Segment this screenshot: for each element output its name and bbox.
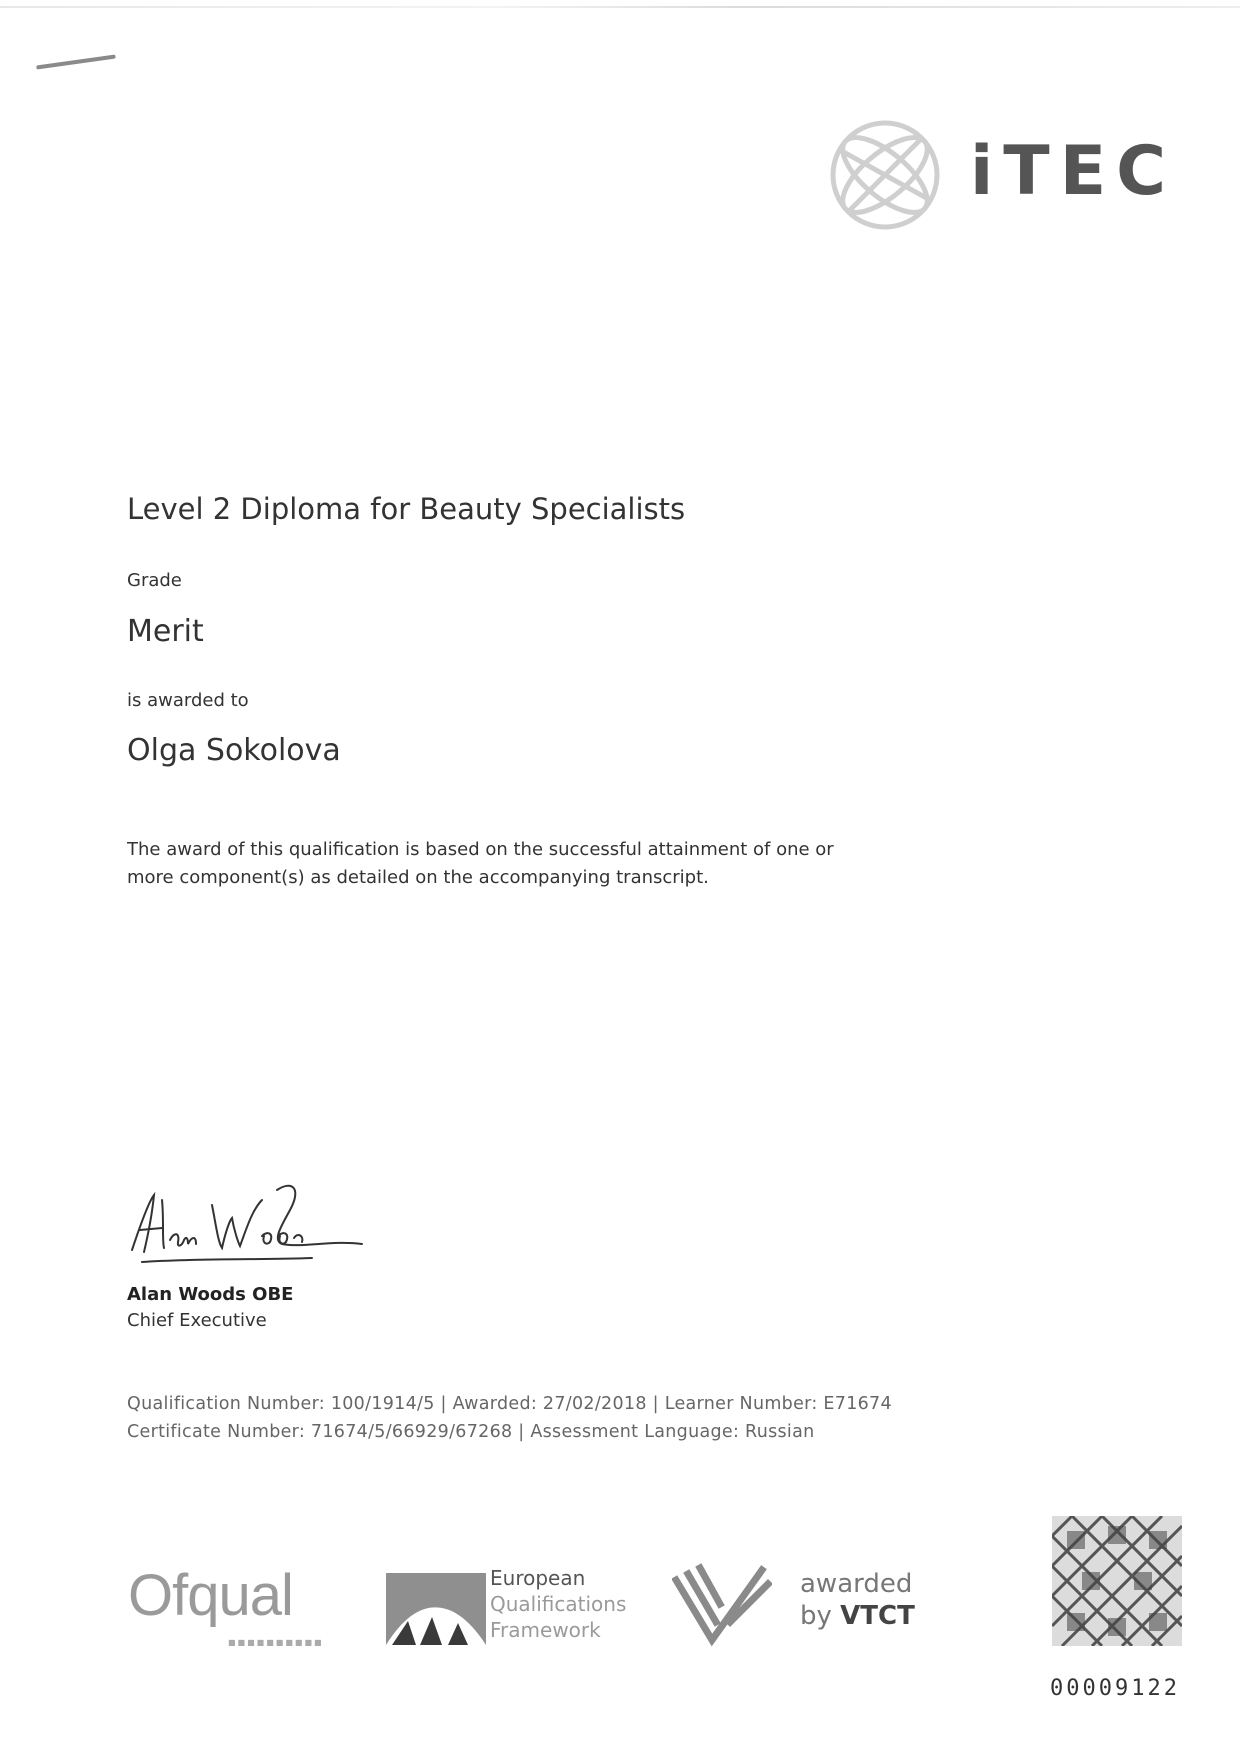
grade-label: Grade xyxy=(127,570,182,591)
eqf-line-1: European xyxy=(490,1566,586,1590)
signatory-role: Chief Executive xyxy=(127,1310,267,1331)
eqf-logo xyxy=(386,1565,646,1655)
vtct-text xyxy=(800,1568,915,1632)
pen-mark xyxy=(36,54,116,69)
signatory-name: Alan Woods OBE xyxy=(127,1284,294,1305)
vtct-by: by xyxy=(800,1601,832,1631)
vtct-chevron-icon xyxy=(672,1560,772,1650)
statement-line-1: The award of this qualification is based on the successful attainment of one or xyxy=(127,839,834,860)
grade-value: Merit xyxy=(127,614,204,649)
eqf-bridge-icon xyxy=(386,1573,486,1645)
itec-logo xyxy=(820,110,1177,240)
qualification-title: Level 2 Diploma for Beauty Specialists xyxy=(127,492,686,526)
certificate-metadata xyxy=(127,1390,892,1446)
hologram-seal xyxy=(1052,1516,1182,1646)
signature xyxy=(122,1180,382,1270)
statement-line-2: more component(s) as detailed on the accompanying transcript. xyxy=(127,867,709,888)
award-statement xyxy=(127,836,887,892)
eqf-line-3: Framework xyxy=(490,1618,601,1642)
itec-wordmark: iTEC xyxy=(970,132,1177,211)
vtct-line-1: awarded xyxy=(800,1569,913,1599)
ofqual-wordmark: Ofqual xyxy=(128,1563,293,1628)
scan-edge-line xyxy=(0,6,1240,8)
meta-line-2: Certificate Number: 71674/5/66929/67268 | Assessment Language: Russian xyxy=(127,1422,815,1442)
awarded-label: is awarded to xyxy=(127,690,249,711)
vtct-line-2 xyxy=(800,1600,915,1632)
globe-icon xyxy=(820,110,950,240)
vtct-name: VTCT xyxy=(840,1601,915,1631)
eqf-line-2: Qualifications xyxy=(490,1592,627,1616)
eqf-text xyxy=(490,1565,626,1643)
meta-line-1: Qualification Number: 100/1914/5 | Awarded: 27/02/2018 | Learner Number: E71674 xyxy=(127,1394,892,1414)
awardee-name: Olga Sokolova xyxy=(127,733,341,768)
ofqual-dots: ■■■■■■■■■■ xyxy=(228,1638,324,1647)
vtct-logo xyxy=(672,1560,932,1660)
serial-number: 00009122 xyxy=(1050,1676,1180,1701)
ofqual-logo xyxy=(128,1540,348,1650)
